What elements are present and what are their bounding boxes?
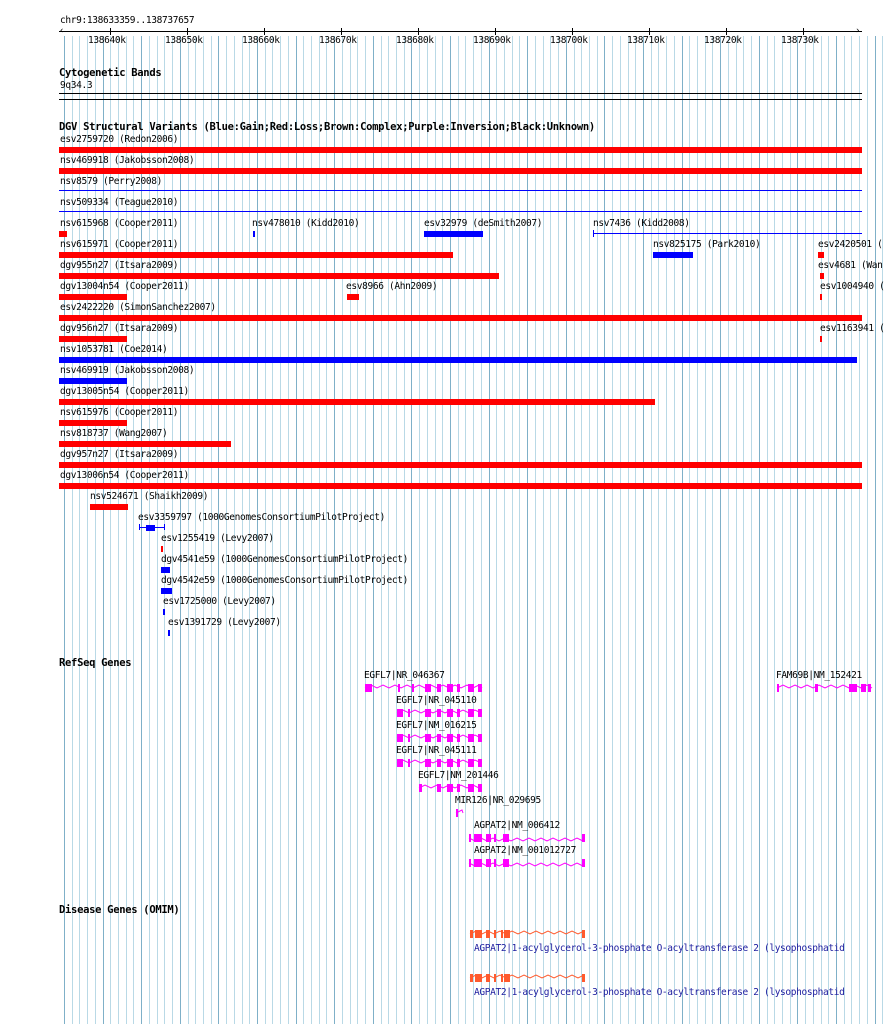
- dgv-feature-bar[interactable]: [59, 441, 231, 447]
- ruler-left-arrow-icon: ‹: [59, 26, 65, 36]
- dgv-feature-label[interactable]: nsv615976 (Cooper2011): [60, 407, 179, 418]
- dgv-feature-label[interactable]: esv1255419 (Levy2007): [161, 533, 274, 544]
- dgv-feature-label[interactable]: nsv509334 (Teague2010): [60, 197, 179, 208]
- dgv-feature-label[interactable]: dgv957n27 (Itsara2009): [60, 449, 179, 460]
- dgv-feature-label[interactable]: nsv1053781 (Coe2014): [60, 344, 168, 355]
- refseq-gene-glyph[interactable]: [775, 682, 874, 694]
- refseq-gene-label[interactable]: FAM69B|NM_152421: [776, 670, 862, 681]
- refseq-gene-glyph[interactable]: [454, 807, 465, 819]
- dgv-feature-bar[interactable]: [59, 315, 862, 321]
- refseq-gene-glyph[interactable]: [395, 757, 484, 769]
- dgv-feature-bar[interactable]: [59, 294, 127, 300]
- dgv-feature-bar[interactable]: [820, 273, 824, 279]
- dgv-feature-bar[interactable]: [59, 168, 862, 174]
- dgv-feature-bar[interactable]: [59, 357, 857, 363]
- ruler-tick-label: 138660k: [242, 35, 280, 46]
- dgv-feature-bar[interactable]: [161, 588, 172, 594]
- refseq-gene-label[interactable]: EGFL7|NR_045111: [396, 745, 477, 756]
- dgv-feature-bar[interactable]: [424, 231, 483, 237]
- dgv-feature-label[interactable]: nsv478010 (Kidd2010): [252, 218, 360, 229]
- ruler-tick-label: 138680k: [396, 35, 434, 46]
- dgv-feature-bar[interactable]: [59, 462, 862, 468]
- dgv-feature-label[interactable]: esv1004940 (: [820, 281, 885, 292]
- track-title-refseq: RefSeq Genes: [59, 657, 132, 669]
- dgv-feature-label[interactable]: dgv4542e59 (1000GenomesConsortiumPilotProject): [161, 575, 408, 586]
- dgv-feature-bar[interactable]: [820, 294, 822, 300]
- dgv-feature-bar[interactable]: [59, 273, 499, 279]
- dgv-feature-label[interactable]: esv2759720 (Redon2006): [60, 134, 179, 145]
- ruler-tick-label: 138720k: [704, 35, 742, 46]
- ruler-line: [59, 31, 862, 32]
- dgv-feature-label[interactable]: esv1163941 (: [820, 323, 885, 334]
- dgv-feature-bar[interactable]: [59, 231, 67, 237]
- ruler-tick-label: 138650k: [165, 35, 203, 46]
- omim-gene-glyph[interactable]: [468, 928, 586, 940]
- dgv-feature-bar[interactable]: [59, 420, 127, 426]
- dgv-feature-bar[interactable]: [161, 546, 163, 552]
- dgv-feature-label[interactable]: nsv818737 (Wang2007): [60, 428, 168, 439]
- dgv-feature-bar[interactable]: [59, 252, 453, 258]
- ruler-tick-label: 138700k: [550, 35, 588, 46]
- ruler-tick-label: 138640k: [88, 35, 126, 46]
- ruler-tick: [187, 28, 188, 35]
- dgv-feature-bar[interactable]: [59, 483, 862, 489]
- ruler-tick: [649, 28, 650, 35]
- dgv-feature-bar[interactable]: [653, 252, 693, 258]
- dgv-feature-label[interactable]: nsv7436 (Kidd2008): [593, 218, 690, 229]
- dgv-feature-label[interactable]: esv2422220 (SimonSanchez2007): [60, 302, 216, 313]
- dgv-feature-label[interactable]: esv1391729 (Levy2007): [168, 617, 281, 628]
- refseq-gene-glyph[interactable]: [395, 707, 484, 719]
- refseq-gene-label[interactable]: AGPAT2|NM_001012727: [474, 845, 577, 856]
- ruler-tick: [264, 28, 265, 35]
- dgv-feature-bar[interactable]: [59, 378, 127, 384]
- ruler-tick: [572, 28, 573, 35]
- dgv-feature-label[interactable]: esv3359797 (1000GenomesConsortiumPilotProject): [138, 512, 385, 523]
- dgv-feature-label[interactable]: nsv615968 (Cooper2011): [60, 218, 179, 229]
- dgv-feature-label[interactable]: esv32979 (deSmith2007): [424, 218, 543, 229]
- refseq-gene-glyph[interactable]: [467, 832, 586, 844]
- ruler-tick-label: 138690k: [473, 35, 511, 46]
- ruler-tick-label: 138670k: [319, 35, 357, 46]
- omim-gene-glyph[interactable]: [468, 972, 586, 984]
- dgv-feature-bar[interactable]: [163, 609, 165, 615]
- omim-gene-label[interactable]: AGPAT2|1-acylglycerol-3-phosphate O-acyltransferase 2 (lysophosphatid: [474, 987, 845, 998]
- ruler-tick: [726, 28, 727, 35]
- track-title-cytobands: Cytogenetic Bands: [59, 67, 162, 79]
- dgv-feature-label[interactable]: dgv13004n54 (Cooper2011): [60, 281, 189, 292]
- refseq-gene-label[interactable]: MIR126|NR_029695: [455, 795, 541, 806]
- refseq-gene-label[interactable]: EGFL7|NR_045110: [396, 695, 477, 706]
- refseq-gene-glyph[interactable]: [417, 782, 484, 794]
- omim-gene-label[interactable]: AGPAT2|1-acylglycerol-3-phosphate O-acyltransferase 2 (lysophosphatid: [474, 943, 845, 954]
- ruler-tick: [495, 28, 496, 35]
- refseq-gene-label[interactable]: EGFL7|NR_046367: [364, 670, 445, 681]
- ruler-tick: [341, 28, 342, 35]
- dgv-feature-label[interactable]: dgv956n27 (Itsara2009): [60, 323, 179, 334]
- dgv-feature-bar[interactable]: [161, 567, 170, 573]
- dgv-feature-bar[interactable]: [139, 527, 165, 528]
- dgv-feature-bar[interactable]: [59, 147, 862, 153]
- dgv-feature-label[interactable]: dgv13005n54 (Cooper2011): [60, 386, 189, 397]
- refseq-gene-glyph[interactable]: [363, 682, 484, 694]
- dgv-feature-label[interactable]: nsv524671 (Shaikh2009): [90, 491, 209, 502]
- dgv-feature-bar[interactable]: [818, 252, 824, 258]
- refseq-gene-label[interactable]: EGFL7|NM_201446: [418, 770, 499, 781]
- dgv-feature-label[interactable]: esv4681 (Wan: [818, 260, 883, 271]
- dgv-feature-label[interactable]: dgv13006n54 (Cooper2011): [60, 470, 189, 481]
- ruler-location: chr9:138633359..138737657: [60, 15, 195, 26]
- refseq-gene-glyph[interactable]: [467, 857, 586, 869]
- dgv-feature-label[interactable]: dgv4541e59 (1000GenomesConsortiumPilotProject): [161, 554, 408, 565]
- dgv-feature-label[interactable]: nsv469919 (Jakobsson2008): [60, 365, 195, 376]
- dgv-feature-bar[interactable]: [59, 336, 127, 342]
- cytoband-band-top[interactable]: [59, 93, 862, 94]
- dgv-feature-bar[interactable]: [59, 399, 655, 405]
- dgv-feature-bar[interactable]: [593, 233, 862, 234]
- cytoband-band-bottom[interactable]: [59, 99, 862, 100]
- dgv-feature-label[interactable]: esv8966 (Ahn2009): [346, 281, 438, 292]
- dgv-feature-bar[interactable]: [347, 294, 359, 300]
- dgv-feature-label[interactable]: dgv955n27 (Itsara2009): [60, 260, 179, 271]
- refseq-gene-glyph[interactable]: [395, 732, 484, 744]
- track-title-omim: Disease Genes (OMIM): [59, 904, 180, 916]
- dgv-feature-label[interactable]: nsv615971 (Cooper2011): [60, 239, 179, 250]
- dgv-feature-bar[interactable]: [90, 504, 128, 510]
- cytoband-label[interactable]: 9q34.3: [60, 80, 93, 91]
- ruler-tick: [110, 28, 111, 35]
- dgv-feature-bar[interactable]: [59, 190, 862, 191]
- dgv-feature-bar[interactable]: [168, 630, 170, 636]
- dgv-feature-bar[interactable]: [820, 336, 822, 342]
- ruler-tick: [418, 28, 419, 35]
- dgv-feature-label[interactable]: nsv469918 (Jakobsson2008): [60, 155, 195, 166]
- dgv-feature-label[interactable]: nsv8579 (Perry2008): [60, 176, 163, 187]
- dgv-feature-bar[interactable]: [59, 211, 862, 212]
- refseq-gene-label[interactable]: EGFL7|NM_016215: [396, 720, 477, 731]
- track-title-dgv: DGV Structural Variants (Blue:Gain;Red:Loss;Brown:Complex;Purple:Inversion;Black:Unknown): [59, 121, 595, 133]
- ruler-tick-label: 138730k: [781, 35, 819, 46]
- ruler-tick-label: 138710k: [627, 35, 665, 46]
- dgv-feature-bar[interactable]: [253, 231, 255, 237]
- dgv-feature-label[interactable]: nsv825175 (Park2010): [653, 239, 761, 250]
- ruler-right-arrow-icon: ›: [855, 26, 861, 36]
- ruler-tick: [803, 28, 804, 35]
- dgv-feature-label[interactable]: esv2420501 (: [818, 239, 883, 250]
- dgv-feature-label[interactable]: esv1725000 (Levy2007): [163, 596, 276, 607]
- refseq-gene-label[interactable]: AGPAT2|NM_006412: [474, 820, 560, 831]
- dgv-feature-block[interactable]: [146, 525, 155, 531]
